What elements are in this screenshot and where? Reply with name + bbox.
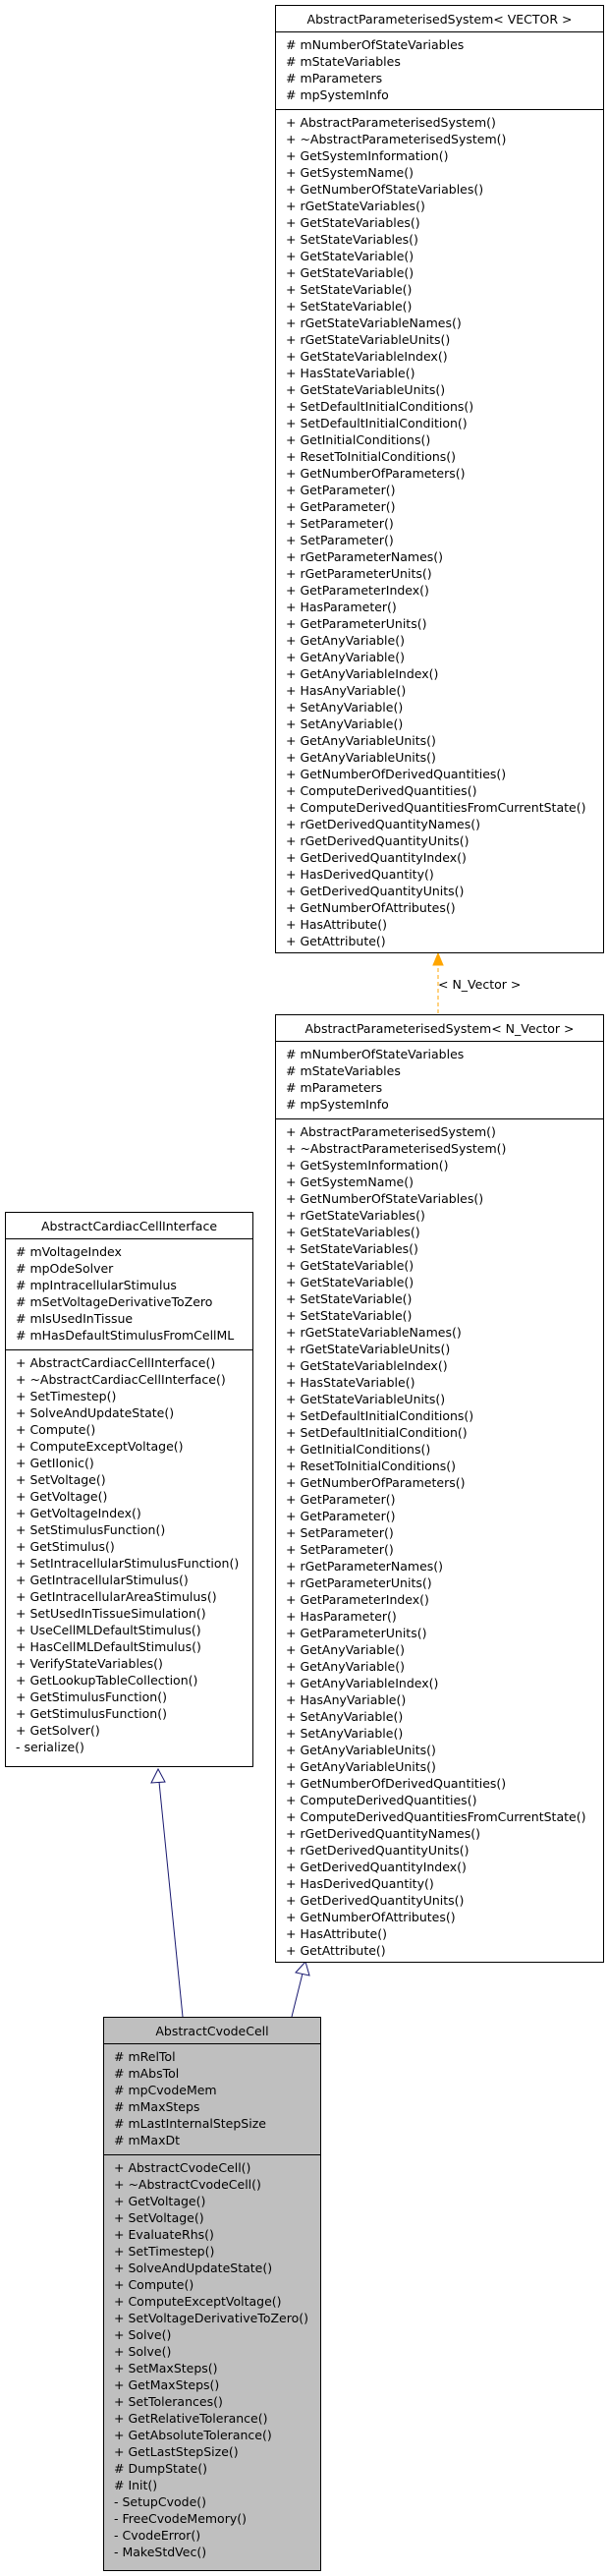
method-row: - MakeStdVec() — [114, 2545, 207, 2559]
method-row: + GetSystemName() — [286, 1174, 414, 1189]
method-row: + SetParameter() — [286, 533, 394, 547]
method-row: + SetDefaultInitialCondition() — [286, 416, 468, 430]
method-row: # Init() — [114, 2478, 158, 2492]
method-row: + GetParameterIndex() — [286, 583, 429, 598]
method-row: + SetStateVariable() — [286, 1291, 413, 1306]
method-row: + GetParameter() — [286, 1509, 396, 1523]
method-row: + ~AbstractCvodeCell() — [114, 2177, 261, 2192]
method-row: + ~AbstractParameterisedSystem() — [286, 1141, 507, 1156]
template-label: < N_Vector > — [438, 977, 522, 992]
method-row: + SetParameter() — [286, 1542, 394, 1557]
method-row: + SetAnyVariable() — [286, 716, 404, 731]
method-row: + HasAnyVariable() — [286, 1692, 407, 1707]
method-row: + GetParameter() — [286, 499, 396, 514]
method-row: + SetParameter() — [286, 1525, 394, 1540]
method-row: # DumpState() — [114, 2461, 207, 2476]
method-row: + GetStateVariableUnits() — [286, 1392, 446, 1406]
class-box-nvector[interactable] — [275, 1014, 604, 1963]
attribute-row: # mpSystemInfo — [286, 87, 389, 102]
method-row: + GetNumberOfStateVariables() — [286, 1191, 484, 1206]
method-row: + GetSystemInformation() — [286, 1158, 449, 1173]
method-row: + GetVoltage() — [114, 2194, 206, 2208]
method-row: + VerifyStateVariables() — [16, 1656, 163, 1671]
method-row: + GetAnyVariableUnits() — [286, 1743, 436, 1757]
method-row: + GetNumberOfAttributes() — [286, 1910, 456, 1924]
method-row: + ComputeExceptVoltage() — [16, 1439, 184, 1454]
method-row: + GetAnyVariableUnits() — [286, 733, 436, 748]
method-row: + ~AbstractCardiacCellInterface() — [16, 1372, 226, 1387]
method-row: + SetStateVariable() — [286, 282, 413, 297]
method-row: + GetStateVariableUnits() — [286, 382, 446, 397]
attribute-row: # mSetVoltageDerivativeToZero — [16, 1294, 213, 1309]
method-row: + SetStateVariable() — [286, 1308, 413, 1323]
method-row: + HasDerivedQuantity() — [286, 867, 434, 882]
method-row: + SetAnyVariable() — [286, 1709, 404, 1724]
method-row: + SetStateVariables() — [286, 232, 418, 247]
inherit-arrowhead-cardiac — [151, 1769, 165, 1783]
method-row: + SetTolerances() — [114, 2394, 223, 2409]
method-row: + GetAttribute() — [286, 1943, 386, 1958]
method-row: + ResetToInitialConditions() — [286, 449, 457, 464]
class-box-vector[interactable] — [275, 5, 604, 953]
method-row: + SetTimestep() — [16, 1389, 117, 1403]
method-row: + SetVoltage() — [114, 2210, 204, 2225]
attribute-row: # mNumberOfStateVariables — [286, 37, 465, 52]
attribute-row: # mpCvodeMem — [114, 2083, 217, 2097]
method-row: + GetDerivedQuantityUnits() — [286, 1893, 465, 1908]
method-row: + ~AbstractParameterisedSystem() — [286, 132, 507, 146]
method-row: + AbstractCardiacCellInterface() — [16, 1355, 216, 1370]
methods-section — [276, 1119, 603, 1965]
method-row: + HasParameter() — [286, 1609, 397, 1624]
method-row: - FreeCvodeMemory() — [114, 2511, 247, 2526]
method-row: + rGetDerivedQuantityUnits() — [286, 1843, 470, 1858]
method-row: + GetDerivedQuantityUnits() — [286, 884, 465, 898]
method-row: + GetStateVariable() — [286, 1258, 415, 1273]
method-row: + GetParameterUnits() — [286, 616, 427, 631]
attribute-row: # mIsUsedInTissue — [16, 1311, 134, 1326]
method-row: + rGetStateVariables() — [286, 1208, 425, 1223]
attribute-row: # mMaxDt — [114, 2133, 180, 2147]
attribute-row: # mpSystemInfo — [286, 1097, 389, 1112]
method-row: + GetStateVariable() — [286, 265, 415, 280]
methods-section — [104, 2155, 320, 2566]
class-title: AbstractCardiacCellInterface — [6, 1213, 252, 1239]
method-row: + SetStateVariable() — [286, 299, 413, 314]
attribute-row: # mAbsTol — [114, 2066, 180, 2081]
method-row: + GetLookupTableCollection() — [16, 1673, 198, 1688]
method-row: + GetStimulusFunction() — [16, 1689, 167, 1704]
method-row: - serialize() — [16, 1740, 84, 1754]
method-row: + GetStimulusFunction() — [16, 1706, 167, 1721]
method-row: + SetIntracellularStimulusFunction() — [16, 1556, 240, 1571]
method-row: + rGetDerivedQuantityUnits() — [286, 833, 470, 848]
method-row: + GetStateVariables() — [286, 1225, 420, 1239]
method-row: + GetNumberOfParameters() — [286, 466, 466, 481]
attribute-row: # mpIntracellularStimulus — [16, 1278, 177, 1292]
method-row: + GetDerivedQuantityIndex() — [286, 1860, 467, 1874]
class-box-abstract-cvode-cell[interactable] — [103, 2017, 321, 2571]
method-row: + GetAnyVariable() — [286, 1642, 405, 1657]
method-row: + GetInitialConditions() — [286, 432, 431, 447]
method-row: + GetAnyVariableUnits() — [286, 1759, 436, 1774]
method-row: + HasAttribute() — [286, 1926, 387, 1941]
attributes-section — [104, 2044, 320, 2155]
method-row: + SetDefaultInitialConditions() — [286, 399, 474, 414]
method-row: + rGetParameterNames() — [286, 1559, 444, 1574]
method-row: + Solve() — [114, 2344, 172, 2359]
method-row: + GetParameter() — [286, 483, 396, 497]
method-row: + HasAnyVariable() — [286, 683, 407, 698]
method-row: + GetAnyVariableIndex() — [286, 666, 439, 681]
method-row: + GetNumberOfStateVariables() — [286, 182, 484, 197]
class-box-cardiac-cell-interface[interactable] — [5, 1212, 253, 1767]
method-row: + HasAttribute() — [286, 917, 387, 932]
method-row: + GetNumberOfDerivedQuantities() — [286, 1776, 507, 1791]
method-row: + GetAnyVariableIndex() — [286, 1676, 439, 1690]
method-row: + HasStateVariable() — [286, 1375, 415, 1390]
class-title: AbstractParameterisedSystem< N_Vector > — [276, 1015, 603, 1042]
method-row: + HasCellMLDefaultStimulus() — [16, 1639, 201, 1654]
method-row: + ComputeDerivedQuantitiesFromCurrentState() — [286, 1809, 586, 1824]
attribute-row: # mVoltageIndex — [16, 1244, 122, 1259]
method-row: + GetVoltage() — [16, 1489, 108, 1504]
method-row: + GetDerivedQuantityIndex() — [286, 850, 467, 865]
method-row: + Compute() — [16, 1422, 96, 1437]
method-row: + HasDerivedQuantity() — [286, 1876, 434, 1891]
method-row: + GetIntracellularStimulus() — [16, 1573, 189, 1587]
inherit-edge-cardiac — [159, 1782, 183, 2017]
method-row: + UseCellMLDefaultStimulus() — [16, 1623, 201, 1637]
attribute-row: # mNumberOfStateVariables — [286, 1047, 465, 1061]
method-row: + rGetDerivedQuantityNames() — [286, 817, 480, 831]
method-row: + GetAnyVariable() — [286, 633, 405, 648]
method-row: + GetStateVariable() — [286, 249, 415, 263]
method-row: + SetStateVariables() — [286, 1241, 418, 1256]
method-row: + GetStateVariable() — [286, 1275, 415, 1289]
method-row: + SetUsedInTissueSimulation() — [16, 1606, 206, 1621]
method-row: + SetVoltage() — [16, 1472, 106, 1487]
attribute-row: # mLastInternalStepSize — [114, 2116, 266, 2131]
method-row: + rGetStateVariableUnits() — [286, 1342, 451, 1356]
attribute-row: # mParameters — [286, 1080, 383, 1095]
method-row: + GetAnyVariable() — [286, 1659, 405, 1674]
attribute-row: # mpOdeSolver — [16, 1261, 114, 1276]
method-row: + SolveAndUpdateState() — [114, 2261, 273, 2275]
method-row: + AbstractParameterisedSystem() — [286, 115, 496, 130]
method-row: + GetStimulus() — [16, 1539, 115, 1554]
method-row: + GetParameter() — [286, 1492, 396, 1507]
method-row: + rGetParameterUnits() — [286, 1575, 432, 1590]
method-row: + SetMaxSteps() — [114, 2361, 218, 2376]
method-row: + GetAnyVariableUnits() — [286, 750, 436, 765]
method-row: + SetParameter() — [286, 516, 394, 531]
method-row: + rGetStateVariableUnits() — [286, 332, 451, 347]
method-row: + GetSystemName() — [286, 165, 414, 180]
attribute-row: # mMaxSteps — [114, 2099, 200, 2114]
method-row: + SetAnyVariable() — [286, 700, 404, 715]
inherit-edge-nvector — [292, 1974, 303, 2017]
method-row: + SetStimulusFunction() — [16, 1522, 166, 1537]
method-row: + rGetStateVariableNames() — [286, 1325, 462, 1340]
method-row: + GetNumberOfAttributes() — [286, 900, 456, 915]
method-row: + GetParameterIndex() — [286, 1592, 429, 1607]
attributes-section — [6, 1239, 252, 1350]
method-row: + GetStateVariables() — [286, 215, 420, 230]
method-row: + GetNumberOfDerivedQuantities() — [286, 767, 507, 781]
attributes-section — [276, 1042, 603, 1119]
class-title: AbstractParameterisedSystem< VECTOR > — [276, 6, 603, 32]
method-row: + GetAbsoluteTolerance() — [114, 2428, 272, 2442]
method-row: + GetVoltageIndex() — [16, 1506, 141, 1520]
method-row: + GetAttribute() — [286, 934, 386, 948]
method-row: + SetDefaultInitialCondition() — [286, 1425, 468, 1440]
attributes-section — [276, 32, 603, 110]
method-row: + GetLastStepSize() — [114, 2444, 239, 2459]
attribute-row: # mRelTol — [114, 2049, 176, 2064]
methods-section — [276, 110, 603, 955]
method-row: + GetStateVariableIndex() — [286, 1358, 448, 1373]
method-row: + GetNumberOfParameters() — [286, 1475, 466, 1490]
method-row: + GetSystemInformation() — [286, 148, 449, 163]
method-row: + GetIIonic() — [16, 1456, 94, 1470]
method-row: + SetAnyVariable() — [286, 1726, 404, 1741]
class-title: AbstractCvodeCell — [104, 2018, 320, 2044]
method-row: + AbstractCvodeCell() — [114, 2160, 251, 2175]
method-row: + SolveAndUpdateState() — [16, 1405, 175, 1420]
method-row: + GetSolver() — [16, 1723, 100, 1738]
method-row: + rGetStateVariables() — [286, 199, 425, 213]
method-row: + GetIntracellularAreaStimulus() — [16, 1589, 217, 1604]
method-row: + GetStateVariableIndex() — [286, 349, 448, 364]
method-row: + EvaluateRhs() — [114, 2227, 214, 2242]
method-row: + Compute() — [114, 2277, 194, 2292]
method-row: + rGetStateVariableNames() — [286, 315, 462, 330]
method-row: + GetRelativeTolerance() — [114, 2411, 268, 2426]
method-row: + ComputeDerivedQuantities() — [286, 1793, 477, 1807]
method-row: - SetupCvode() — [114, 2494, 207, 2509]
method-row: + AbstractParameterisedSystem() — [286, 1124, 496, 1139]
method-row: + rGetParameterNames() — [286, 549, 444, 564]
method-row: + GetMaxSteps() — [114, 2377, 220, 2392]
method-row: + ComputeDerivedQuantitiesFromCurrentState() — [286, 800, 586, 815]
method-row: + rGetDerivedQuantityNames() — [286, 1826, 480, 1841]
method-row: + Solve() — [114, 2327, 172, 2342]
method-row: + SetDefaultInitialConditions() — [286, 1408, 474, 1423]
methods-section — [6, 1350, 252, 1761]
method-row: + ComputeExceptVoltage() — [114, 2294, 282, 2309]
method-row: + GetParameterUnits() — [286, 1626, 427, 1640]
method-row: + GetInitialConditions() — [286, 1442, 431, 1457]
attribute-row: # mStateVariables — [286, 54, 401, 69]
method-row: + ResetToInitialConditions() — [286, 1459, 457, 1473]
method-row: + rGetParameterUnits() — [286, 566, 432, 581]
method-row: + HasParameter() — [286, 600, 397, 614]
method-row: + SetVoltageDerivativeToZero() — [114, 2311, 308, 2325]
attribute-row: # mStateVariables — [286, 1063, 401, 1078]
method-row: + HasStateVariable() — [286, 366, 415, 380]
attribute-row: # mHasDefaultStimulusFromCellML — [16, 1328, 235, 1343]
method-row: + SetTimestep() — [114, 2244, 215, 2259]
attribute-row: # mParameters — [286, 71, 383, 86]
method-row: + ComputeDerivedQuantities() — [286, 783, 477, 798]
method-row: + GetAnyVariable() — [286, 650, 405, 664]
method-row: - CvodeError() — [114, 2528, 201, 2543]
